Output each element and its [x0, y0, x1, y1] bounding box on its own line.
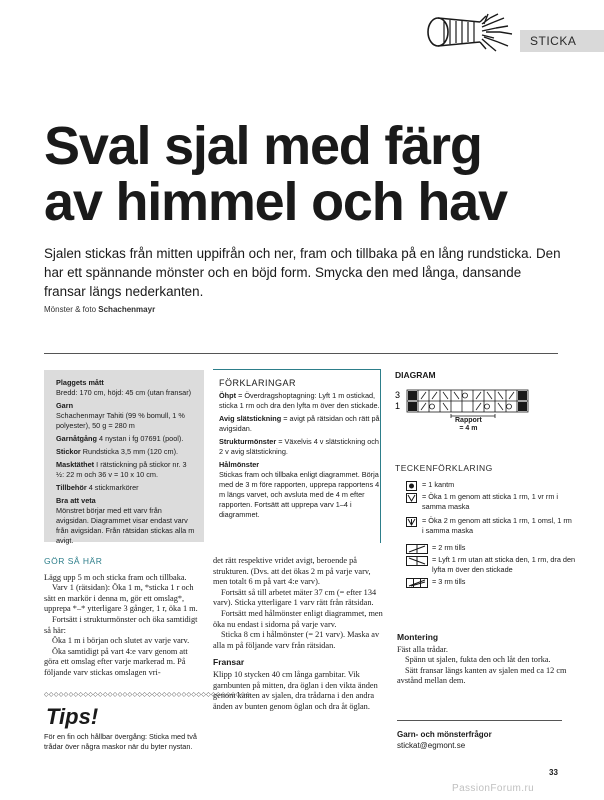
contact-block — [397, 729, 492, 751]
row-label-3: 3 — [395, 390, 401, 400]
title-line-1: Sval sjal med färg — [44, 116, 482, 176]
size-heading: Plaggets mått — [56, 378, 104, 387]
yarn-text: Schachenmayr Tahiti (99 % bomull, 1 % polyester), 50 g = 280 m — [56, 411, 185, 430]
section-label: STICKA — [530, 34, 577, 48]
rapport-label — [455, 417, 482, 433]
increase-one-icon — [406, 493, 417, 503]
increase-two-icon — [406, 517, 417, 527]
montering-p2: Spänn ut sjalen, fukta den och låt den torka. — [405, 655, 551, 665]
gauge-heading: Masktäthet — [56, 460, 95, 469]
page-number: 33 — [549, 768, 558, 777]
struktur-entry: Strukturmönster = Växelvis 4 v slätstickning och 2 v avig slätstickning. — [219, 437, 379, 456]
howto-p9: Sticka 8 cm i hålmönster (= 21 varv). Maska av alla m på följande varv från rätsidan. — [213, 630, 380, 650]
legend-title: TECKENFÖRKLARING — [395, 463, 493, 473]
contact-divider — [397, 720, 562, 721]
divider — [44, 353, 558, 354]
montering-title: Montering — [397, 632, 439, 642]
tips-text: För en fin och hållbar övergång: Sticka med två trådar över några maskor när du byter nystan. — [44, 732, 197, 751]
ohpt-entry: Öhpt = Överdragshoptagning: Lyft 1 m ostickad, sticka 1 rm och dra den lyfta m över den stickade. — [219, 391, 380, 410]
montering-p3: Sätt fransar längs kanten av sjalen med ca 12 cm avstånd mellan dem. — [397, 665, 567, 686]
howto-p5: Öka samtidigt på vart 4:e varv genom att göra ett omslag efter varje markerad m. På följande varv stickas omslagen vri- — [44, 646, 188, 677]
explanations-box — [213, 369, 381, 543]
rapport-value: = 4 m — [459, 425, 478, 432]
slip-knit-pass-icon — [406, 556, 428, 566]
watermark: PassionForum.ru — [452, 783, 535, 794]
edge-stitch-icon — [406, 481, 417, 491]
k3tog-icon — [406, 578, 428, 588]
contact-email[interactable]: stickat@egmont.se — [397, 741, 466, 750]
howto-p8: Fortsätt med hålmönster enligt diagrammet, men öka nu endast i sidorna på varje varv. — [213, 608, 383, 629]
row-label-1: 1 — [395, 401, 401, 411]
materials-box — [44, 370, 204, 545]
notions-row — [56, 483, 196, 493]
size-text: Bredd: 170 cm, höjd: 45 cm (utan fransar) — [56, 388, 192, 397]
k2tog-icon — [406, 544, 428, 554]
halmonster-text: Stickas fram och tillbaka enligt diagrammet. Börja med de 3 m före rapporten, upprepa rapportens 4 m längs varvet, och avsluta med de 4 m efter rapporten. Fortsätt att upprepa varv 1–4 i diagrammet. — [219, 470, 380, 519]
amount-heading: Garnåtgång — [56, 434, 97, 443]
gauge-text: I rätstickning på stickor nr. 3 ½: 22 m och 36 v = 10 x 10 cm. — [56, 460, 187, 479]
gauge-row — [56, 460, 196, 480]
howto-p1: Lägg upp 5 m och sticka fram och tillbaka. — [44, 572, 187, 582]
montering-p1: Fäst alla trådar. — [397, 644, 448, 654]
yarn-heading: Garn — [56, 401, 74, 410]
howto-p6: det rätt respektive vridet avigt, beroende på strukturen. (Dvs. att det ökas 2 m på varje varv, men totalt 6 m på vart 4:e varv). — [213, 556, 371, 587]
page-title — [44, 118, 584, 230]
good-to-know-text: Mönstret börjar med ett varv från avigsidan. Diagrammet visar endast varv från avigsidan. Från rätsidan stickas alla m avigt. — [56, 506, 195, 545]
instructions-column-1 — [44, 556, 204, 679]
howto-p4: Öka 1 m i början och slutet av varje varv. — [52, 636, 190, 646]
howto-p7: Fortsätt så till arbetet mäter 37 cm (= efter 134 varv). Sticka ytterligare 1 varv rätt från rätsidan. — [213, 587, 377, 608]
amount-text: 4 nystan i fg 07691 (pool). — [98, 434, 184, 443]
section-tab — [520, 30, 604, 52]
avig-entry: Avig slätstickning = avigt på rätsidan och rätt på avigsidan. — [219, 414, 380, 433]
notions-text: 4 stickmarkörer — [88, 483, 139, 492]
amount-row — [56, 434, 196, 444]
tips-title: Tips! — [46, 704, 99, 729]
contact-title: Garn- och mönsterfrågor — [397, 730, 492, 739]
lead-paragraph: Sjalen stickas från mitten uppifrån och ner, fram och tillbaka på en lång rundsticka. Den har ett spännande mönster och en böjd form. Smycka den med långa, dansande fransar längs nederkanten. — [44, 246, 561, 299]
montering-section — [397, 632, 567, 687]
fransar-title: Fransar — [213, 657, 245, 668]
howto-p3: Fortsätt i strukturmönster och öka samtidigt så här: — [44, 614, 198, 635]
notions-heading: Tillbehör — [56, 483, 87, 492]
knitting-chart — [393, 380, 543, 420]
title-line-2: av himmel och hav — [44, 172, 507, 232]
explanations-title: FÖRKLARINGAR — [219, 378, 297, 388]
photo-credit — [44, 305, 155, 314]
needles-text: Rundsticka 3,5 mm (120 cm). — [82, 447, 179, 456]
howto-p2: Varv 1 (rätsidan): Öka 1 m, *sticka 1 r och sätt en markör i denna m, gör ett omslag*, upprepa *–* ytterligare 3 gånger, 1 r, öka 1 m. — [44, 583, 198, 614]
halmonster-heading: Hålmönster — [219, 460, 260, 469]
needles-heading: Stickor — [56, 447, 81, 456]
diagram-title: DIAGRAM — [395, 370, 436, 380]
dotted-divider: ◇◇◇◇◇◇◇◇◇◇◇◇◇◇◇◇◇◇◇◇◇◇◇◇◇◇◇◇◇◇◇◇◇◇◇◇◇◇◇◇◇◇ — [44, 692, 251, 698]
good-to-know-heading: Bra att veta — [56, 496, 96, 505]
yarn-skein-icon — [424, 12, 520, 52]
credit-name: Schachenmayr — [98, 305, 156, 314]
rapport-text: Rapport — [455, 417, 482, 424]
howto-title: GÖR SÅ HÄR — [44, 556, 103, 566]
fransar-text: Klipp 10 stycken 40 cm långa garnbitar. Vik garnbunten på mitten, dra öglan i den vikta änden genom kanten av sjalen, dra trådarna i den andra änden av bunten genom öglan och dra åt öglan. — [213, 669, 378, 711]
needles-row — [56, 447, 196, 457]
credit-label: Mönster & foto — [44, 305, 97, 314]
instructions-column-2 — [213, 556, 383, 712]
